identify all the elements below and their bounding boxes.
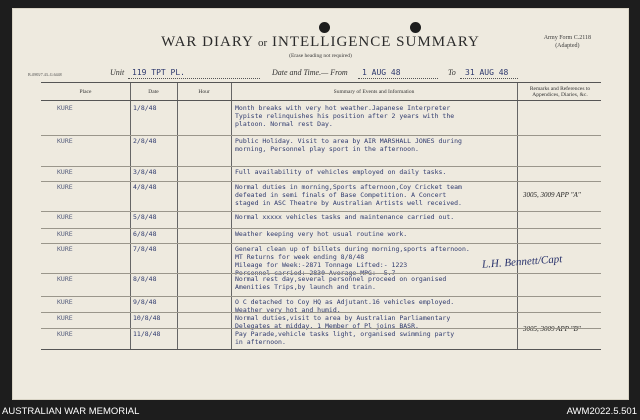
entry-summary-line: MT Returns for week ending 8/8/48 xyxy=(235,253,365,261)
unit-value: 119 TPT PL. xyxy=(132,68,185,77)
entry-summary-line: Amenities Trips,by launch and train. xyxy=(235,283,376,291)
entry-date: 9/8/48 xyxy=(133,298,157,306)
row-divider xyxy=(41,312,601,313)
entry-summary-line: Normal duties,visit to area by Australian Parliamentary xyxy=(235,314,451,322)
entry-date: 1/8/48 xyxy=(133,104,157,112)
entry-summary-line: Delegates at midday. 1 Member of Pl joins BASR. xyxy=(235,322,419,330)
remark-appendix-a: 3005, 3009 APP "A" xyxy=(523,191,581,199)
print-reference: B.4983/7.43–G.6448 xyxy=(28,72,62,77)
page-subtitle: (Erase heading not required) xyxy=(289,53,352,59)
entry-date: 3/8/48 xyxy=(133,168,157,176)
punch-hole-right xyxy=(410,22,421,33)
entry-summary-line: Full availability of vehicles employed on daily tasks. xyxy=(235,168,447,176)
officer-signature: L.H. Bennett/Capt xyxy=(481,253,563,271)
entry-summary-line: Mileage for Week:-2871 Tonnage Lifted:- 1223 xyxy=(235,261,408,269)
entry-date: 11/8/48 xyxy=(133,330,161,338)
entry-summary-line: Personnel carried:-2830 Average MPG:- 5.7 xyxy=(235,269,396,277)
entry-place: KURE xyxy=(57,168,73,176)
entry-summary-line: Public Holiday. Visit to area by AIR MARSHALL JONES during xyxy=(235,137,462,145)
punch-hole-left xyxy=(319,22,330,33)
column-header-date: Date xyxy=(148,88,159,95)
entry-date: 4/8/48 xyxy=(133,183,157,191)
row-divider xyxy=(41,166,601,167)
row-divider xyxy=(41,211,601,212)
column-header-hour: Hour xyxy=(198,88,210,95)
column-header-remarks: Remarks and References to Appendices, Diaries, &c. xyxy=(529,85,591,98)
entry-date: 5/8/48 xyxy=(133,213,157,221)
entry-place: KURE xyxy=(57,245,73,253)
entry-place: KURE xyxy=(57,137,73,145)
entry-place: KURE xyxy=(57,314,73,322)
entry-summary-line: Weather very hot and humid. xyxy=(235,306,341,314)
entry-date: 2/8/48 xyxy=(133,137,157,145)
row-divider xyxy=(41,135,601,136)
footer-bar xyxy=(0,401,640,420)
row-divider xyxy=(41,328,601,329)
entry-summary-line: Normal rest day,several personnel proceed on organised xyxy=(235,275,447,283)
entry-date: 8/8/48 xyxy=(133,275,157,283)
entry-summary-line: Pay Parade,vehicle tasks light, organised swimming party xyxy=(235,330,455,338)
row-divider xyxy=(41,243,601,244)
entry-place: KURE xyxy=(57,104,73,112)
column-header-place: Place xyxy=(79,88,92,95)
entry-summary-line: morning, Personnel play sport in the afternoon. xyxy=(235,145,419,153)
date-to: 31 AUG 48 xyxy=(465,68,509,77)
entry-summary-line: Normal duties in morning,Sports afternoon,Coy Cricket team xyxy=(235,183,462,191)
entry-place: KURE xyxy=(57,298,73,306)
unit-line: Unit 119 TPT PL. Date and Time.— From 1 AUG 48 To 31 AUG 48 xyxy=(110,66,520,80)
diary-table xyxy=(41,82,601,350)
row-divider xyxy=(41,181,601,182)
row-divider xyxy=(41,228,601,229)
entry-place: KURE xyxy=(57,330,73,338)
entry-summary-line: in afternoon. xyxy=(235,338,286,346)
row-divider xyxy=(41,273,601,274)
entry-summary-line: O C detached to Coy HQ as Adjutant.16 vehicles employed. xyxy=(235,298,455,306)
entry-summary-line: platoon. Normal rest Day. xyxy=(235,120,333,128)
entry-place: KURE xyxy=(57,275,73,283)
footer-institution: AUSTRALIAN WAR MEMORIAL xyxy=(2,406,140,417)
entry-place: KURE xyxy=(57,230,73,238)
entry-date: 6/8/48 xyxy=(133,230,157,238)
diary-sheet xyxy=(12,8,629,400)
entry-summary-line: Normal xxxxx vehicles tasks and maintenance carried out. xyxy=(235,213,455,221)
page-title: WAR DIARY or INTELLIGENCE SUMMARY xyxy=(161,34,480,50)
entry-date: 7/8/48 xyxy=(133,245,157,253)
entry-summary-line: Month breaks with very hot weather.Japanese Interpreter xyxy=(235,104,451,112)
entry-place: KURE xyxy=(57,213,73,221)
entry-summary-line: defeated in semi finals of Base Competition. A Concert xyxy=(235,191,447,199)
remark-appendix-b: 3005, 3009 APP "B" xyxy=(523,325,581,333)
entry-summary-line: General clean up of billets during morning,sports afternoon. xyxy=(235,245,470,253)
row-divider xyxy=(41,296,601,297)
date-from: 1 AUG 48 xyxy=(362,68,401,77)
entry-summary-line: Typiste relinquishes his position after 2 years with the xyxy=(235,112,455,120)
entry-summary-line: Weather keeping very hot usual routine work. xyxy=(235,230,408,238)
entry-summary-line: staged in ASC Theatre by Australian Artists well received. xyxy=(235,199,462,207)
column-header-summary: Summary of Events and Information xyxy=(333,88,415,95)
entry-date: 10/8/48 xyxy=(133,314,161,322)
army-form-number: Army Form C.2118 (Adapted) xyxy=(543,35,591,49)
footer-accession-number: AWM2022.5.501 xyxy=(566,406,637,417)
entry-place: KURE xyxy=(57,183,73,191)
